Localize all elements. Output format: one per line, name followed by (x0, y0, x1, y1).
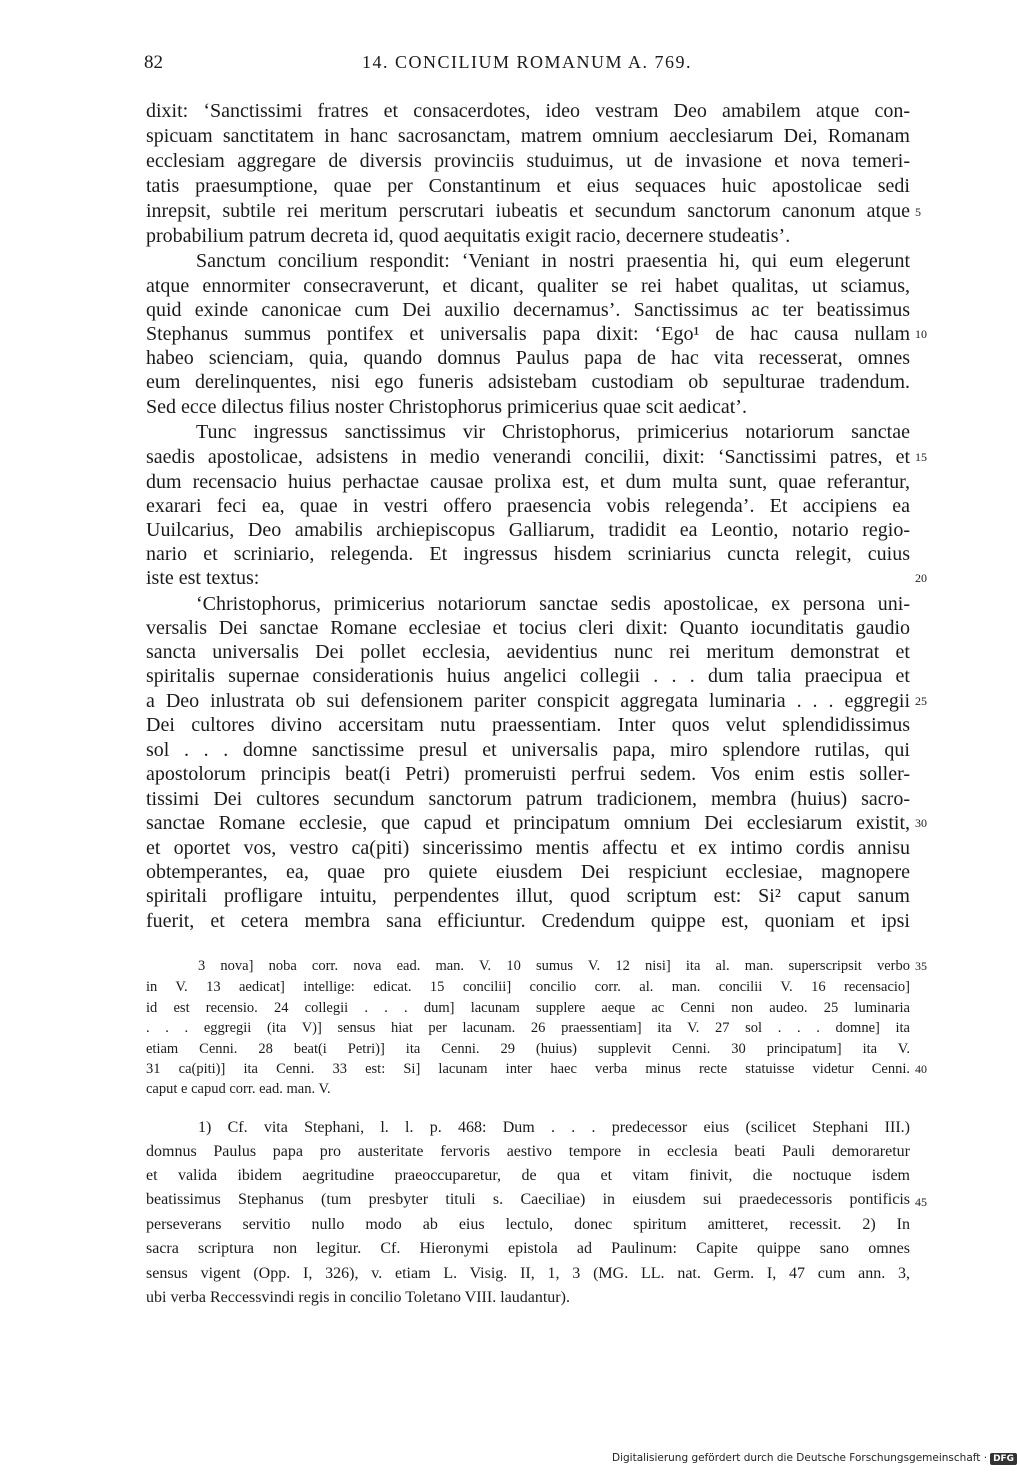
text-line: obtemperantes, ea, quae pro quiete eiusdem Dei respiciunt ecclesiae, magnopere (146, 861, 910, 883)
line-number: 35 (915, 959, 927, 973)
footnote-line: ubi verba Reccessvindi regis in concilio Toletano VIII. laudantur). (146, 1289, 570, 1306)
apparatus-line: in V. 13 aedicat] intellige: edicat. 15 concilii] concilio corr. al. man. concilii V. 16 recensacio] (146, 979, 910, 995)
text-line: sancta universalis Dei pollet ecclesia, aevidentius nunc rei meritum demonstrat et (146, 641, 910, 663)
text-line: habeo scienciam, quia, quando domnus Paulus papa de hac vita recesserat, omnes (146, 347, 910, 369)
text-line: Sed ecce dilectus filius noster Christophorus primicerius quae scit aedicat’. (146, 396, 747, 418)
text-line: saedis apostolicae, adsistens in medio venerandi concilii, dixit: ‘Sanctissimi patres, et (146, 446, 910, 468)
page-number: 82 (144, 52, 163, 73)
text-line: Sanctum concilium respondit: ‘Veniant in nostri praesentia hi, qui eum elegerunt (196, 250, 910, 272)
dfg-logo: DFG (990, 1453, 1017, 1465)
text-line: dum recensacio huius perhactae causae prolixa est, et dum multa sunt, quae referantur, (146, 471, 910, 493)
apparatus-line: 31 ca(piti)] ita Cenni. 33 est: Si] lacunam inter haec verba minus recte statuisse videtur Cenni. (146, 1061, 910, 1077)
line-number: 5 (915, 205, 921, 219)
text-line: quid exinde canonicae cum Dei auxilio decernamus’. Sanctissimus ac ter beatissimus (146, 299, 910, 321)
apparatus-line: caput e capud corr. ead. man. V. (146, 1081, 331, 1097)
text-line: eum derelinquentes, nisi ego funeris adsistebam custodiam ob sepulturae tradendum. (146, 371, 910, 393)
text-line: atque ennormiter consecraverunt, et dicant, qualiter se rei habet qualitas, ut sciamus, (146, 275, 910, 297)
text-line: tissimi Dei cultores secundum sanctorum patrum tradicionem, membra (huius) sacro- (146, 788, 910, 810)
page-header (144, 52, 910, 82)
footnote-line: 1) Cf. vita Stephani, l. l. p. 468: Dum . . . predecessor eius (scilicet Stephani III.) (198, 1119, 910, 1136)
text-line: sanctae Romane ecclesie, que capud et principatum omnium Dei ecclesiarum existit, (146, 812, 910, 834)
apparatus-line: . . . eggregii (ita V)] sensus hiat per lacunam. 26 praessentiam] ita V. 27 sol . . . domne] ita (146, 1020, 910, 1036)
footnote-line: et valida ibidem aegritudine praeoccuparetur, de qua et vitam finivit, die noctuque isdem (146, 1167, 910, 1184)
text-line: spiritali profligare intuitu, perpendentes illut, quod scriptum est: Si² caput sanum (146, 885, 910, 907)
credit-text: Digitalisierung gefördert durch die Deutsche Forschungsgemeinschaft · (612, 1452, 988, 1464)
text-line: inrepsit, subtile rei meritum perscrutari iubeatis et secundum sanctorum canonum atque (146, 200, 910, 222)
text-line: a Deo inlustrata ob sui defensionem pariter conspicit aggregata luminaria . . . eggregii (146, 690, 910, 712)
line-number: 15 (915, 450, 927, 464)
text-line: sol . . . domne sanctissime presul et universalis papa, miro splendore rutilas, qui (146, 739, 910, 761)
digitization-credit (612, 1452, 1017, 1465)
footnote-line: beatissimus Stephanus (tum presbyter tituli s. Caeciliae) in eiusdem sui praedecessoris pontificis (146, 1191, 910, 1208)
text-line: fuerit, et cetera membra sana efficiuntur. Credendum quippe est, quoniam et ipsi (146, 910, 910, 932)
text-line: et oportet vos, vestro ca(piti) sincerissimo mentis affectu et ex intimo cordis annisu (146, 837, 910, 859)
text-line: dixit: ‘Sanctissimi fratres et consacerdotes, ideo vestram Deo amabilem atque con- (146, 100, 910, 122)
apparatus-line: etiam Cenni. 28 beat(i Petri)] ita Cenni. 29 (huius) supplevit Cenni. 30 principatum] ita V. (146, 1041, 910, 1057)
text-line: tatis praesumptione, quae per Constantinum et eius sequaces huic apostolicae sedi (146, 175, 910, 197)
text-line: versalis Dei sanctae Romane ecclesiae et tocius cleri dixit: Quanto iocunditatis gaudio (146, 617, 910, 639)
footnote-line: sensus vigent (Opp. I, 326), v. etiam L. Visig. II, 1, 3 (MG. LL. nat. Germ. I, 47 cum ann. 3, (146, 1265, 910, 1282)
running-title: 14. CONCILIUM ROMANUM A. 769. (361, 52, 692, 72)
text-line: Uuilcarius, Deo amabilis archiepiscopus Galliarum, tradidit ea Leontio, notario regio- (146, 519, 910, 541)
footnote-line: sacra scriptura non legitur. Cf. Hieronymi epistola ad Paulinum: Capite quippe sano omnes (146, 1240, 910, 1257)
line-number: 10 (915, 327, 927, 341)
text-line: iste est textus: (146, 567, 260, 589)
line-number: 40 (915, 1062, 927, 1076)
text-line: Stephanus summus pontifex et universalis papa dixit: ‘Ego¹ de hac causa nullam (146, 323, 910, 345)
apparatus-line: 3 nova] noba corr. nova ead. man. V. 10 sumus V. 12 nisi] ita al. man. superscripsit verbo (198, 958, 910, 974)
text-line: ecclesiam aggregare de diversis provinciis studuimus, ut de invasione et nova temeri- (146, 150, 910, 172)
text-line: nario et scriniario, relegenda. Et ingressus hisdem scriniarius cuncta relegit, cuius (146, 543, 910, 565)
text-line: Dei cultores divino accersitam nutu praessentiam. Inter quos velut splendidissimus (146, 714, 910, 736)
footnote-line: domnus Paulus papa pro austeritate fervoris aestivo tempore in ecclesia beati Pauli demoraretur (146, 1143, 910, 1160)
line-number: 25 (915, 694, 927, 708)
text-line: ‘Christophorus, primicerius notariorum sanctae sedis apostolicae, ex persona uni- (196, 593, 910, 615)
apparatus-line: id est recensio. 24 collegii . . . dum] lacunam supplere aeque ac Cenni non audeo. 25 luminaria (146, 1000, 910, 1016)
footnote-line: perseverans servitio nullo modo ab eius lectulo, donec spiritum amitteret, recessit. 2) In (146, 1216, 910, 1233)
text-line: Tunc ingressus sanctissimus vir Christophorus, primicerius notariorum sanctae (196, 421, 910, 443)
text-line: probabilium patrum decreta id, quod aequitatis exigit racio, decernere studeatis’. (146, 225, 791, 247)
text-line: exarari feci ea, quae in vestri offero praesencia vobis relegenda’. Et accipiens ea (146, 495, 910, 517)
line-number: 20 (915, 571, 927, 585)
text-line: apostolorum principis beat(i Petri) promeruisti perfrui sedem. Vos enim estis soller- (146, 763, 910, 785)
text-line: spiritalis supernae considerationis huius angelici collegii . . . dum talia praecipua et (146, 665, 910, 687)
line-number: 30 (915, 816, 927, 830)
line-number: 45 (915, 1195, 927, 1209)
text-line: spicuam sanctitatem in hanc sacrosanctam, matrem omnium aecclesiarum Dei, Romanam (146, 125, 910, 147)
